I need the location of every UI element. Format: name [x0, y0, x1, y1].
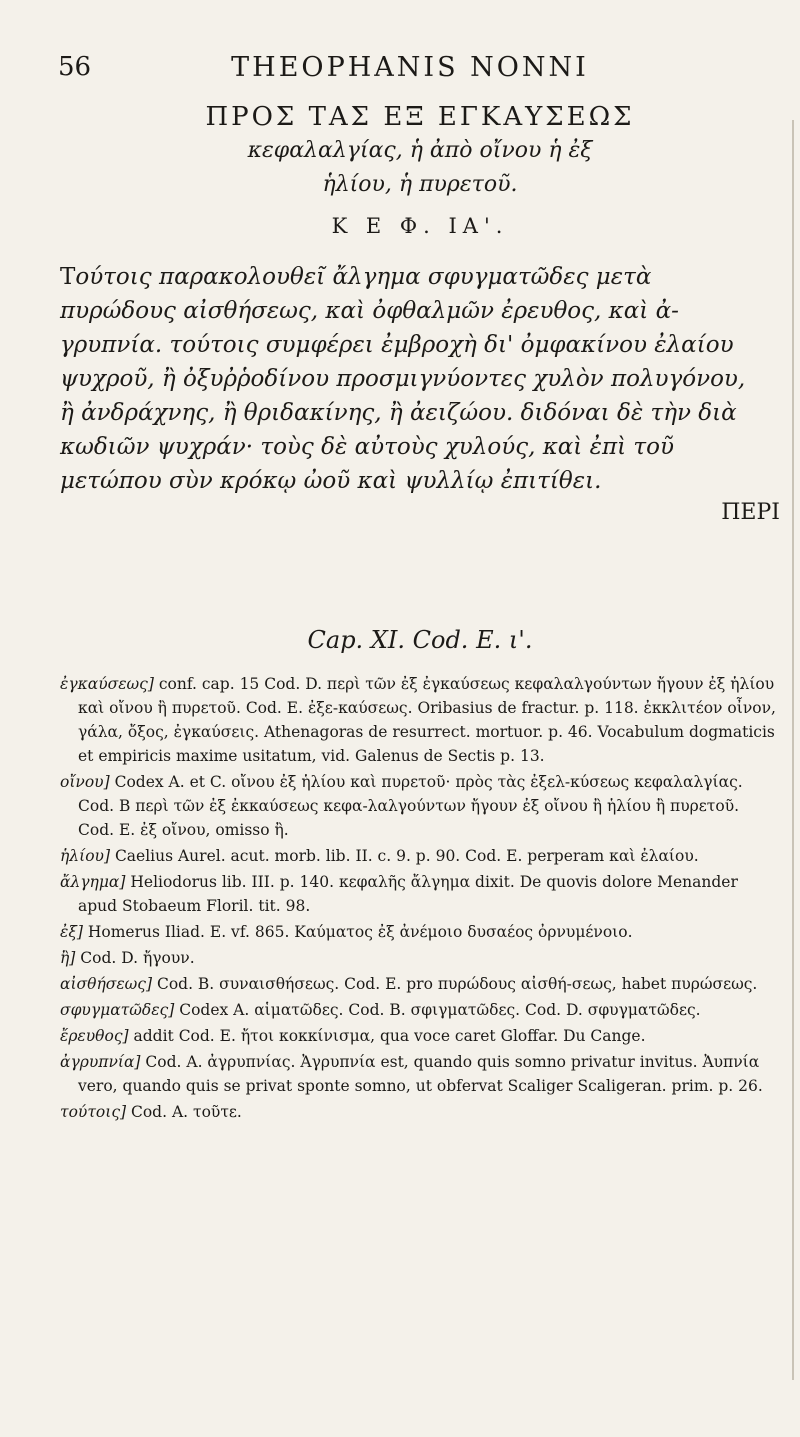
main-line: κωδιῶν ψυχράν· τοὺς δὲ αὐτοὺς χυλούς, καὶ ἐπὶ τοῦ	[60, 434, 674, 460]
note-text: Heliodorus lib. III. p. 140. κεφαλῆς ἄλγημα dixit. De quovis dolore Menander apud Stobaeum Floril. tit. 98.	[78, 873, 738, 915]
note-lemma: ἡλίου]	[60, 847, 110, 865]
main-line: γρυπνία. τούτοις συμφέρει ἐμβροχὴ δι' ὀμφακίνου ἐλαίου	[60, 332, 734, 358]
footnote	[60, 870, 780, 918]
heading-title: ΠΡΟΣ ΤΑΣ ΕΞ ΕΓΚΑΥΣΕΩΣ	[205, 102, 635, 132]
note-lemma: ἐγκαύσεως]	[60, 675, 154, 693]
heading-line-3: ἡλίου, ἡ πυρετοῦ.	[322, 172, 518, 197]
footnote	[60, 946, 780, 970]
main-line: μετώπου σὺν κρόκῳ ὠοῦ καὶ ψυλλίῳ ἐπιτίθει.	[60, 468, 602, 494]
note-text: Caelius Aurel. acut. morb. lib. II. c. 9. p. 90. Cod. E. perperam καὶ ἐλαίου.	[114, 847, 699, 865]
footnote	[60, 920, 780, 944]
footnote	[60, 1024, 780, 1048]
note-lemma: σφυγματῶδες]	[60, 1001, 175, 1019]
footnote	[60, 672, 780, 768]
footnote	[60, 1050, 780, 1098]
page-edge	[792, 120, 794, 1380]
running-header	[30, 52, 790, 92]
note-text: Codex A. αἱματῶδες. Cod. B. σφιγματῶδες. Cod. D. σφυγματῶδες.	[179, 1001, 701, 1019]
note-lemma: ἄλγημα]	[60, 873, 126, 891]
main-text	[60, 260, 780, 528]
note-text: addit Cod. E. ἤτοι κοκκίνισμα, qua voce caret Gloffar. Du Cange.	[133, 1027, 646, 1045]
note-lemma: οἴνου]	[60, 773, 110, 791]
note-lemma: ἔρευθος]	[60, 1027, 129, 1045]
note-lemma: τούτοις]	[60, 1103, 127, 1121]
note-text: Cod. B. συναισθήσεως. Cod. E. pro πυρώδους αἰσθή-σεως, habet πυρώσεως.	[156, 975, 758, 993]
note-lemma: αἰσθήσεως]	[60, 975, 153, 993]
note-lemma: ἢ]	[60, 949, 76, 967]
main-line: ἢ ἀνδράχνης, ἢ θριδακίνης, ἢ ἀειζώου. διδόναι δὲ τὴν διὰ	[60, 400, 737, 426]
footnote	[60, 998, 780, 1022]
note-text: Cod. A. ἀγρυπνίας. Ἀγρυπνία est, quando quis somno privatur invitus. Ἀυπνία vero, quando quis se privat sponte somno, ut obfervat Scaliger Scaligeran. prim. p. 26.	[78, 1053, 763, 1095]
main-line: Τούτοις παρακολουθεῖ ἄλγημα σφυγματῶδες μετὰ	[60, 264, 652, 290]
catchword: ΠΕΡΙ	[721, 500, 780, 525]
chapter-number: Κ Ε Φ. ΙΑ'.	[331, 214, 509, 238]
note-text: Codex A. et C. οἴνου ἐξ ἡλίου καὶ πυρετοῦ· πρὸς τὰς ἐξελ-κύσεως κεφαλαλγίας. Cod. B περὶ τῶν ἐξ ἐκκαύσεως κεφα-λαλγούντων ἤγουν ἐξ οἴνου ἢ ἡλίου ἢ πυρετοῦ. Cod. E. ἐξ οἴνου, omisso ἢ.	[78, 773, 743, 839]
running-title: THEOPHANIS NONNI	[231, 52, 589, 83]
chapter-heading	[60, 100, 780, 246]
footnote	[60, 1100, 780, 1124]
heading-line-2: κεφαλαλγίας, ἡ ἀπὸ οἴνου ἡ ἐξ	[247, 138, 593, 163]
notes-heading: Cap. XI. Cod. E. ι'.	[307, 626, 533, 654]
note-text: conf. cap. 15 Cod. D. περὶ τῶν ἐξ ἐγκαύσεως κεφαλαλγούντων ἤγουν ἐξ ἡλίου καὶ οἴνου ἢ πυρετοῦ. Cod. E. ἐξε-καύσεως. Oribasius de fractur. p. 118. ἐκκλιτέον οἶνον, γάλα, ὄξος, ἐγκαύσεις. Athenagoras de resurrect. mortuor. p. 46. Vocabulum dogmaticis et empiricis maxime usitatum, vid. Galenus de Sectis p. 13.	[78, 675, 776, 765]
footnote	[60, 844, 780, 868]
note-lemma: ἐξ]	[60, 923, 83, 941]
note-text: Cod. D. ἤγουν.	[80, 949, 195, 967]
footnote	[60, 770, 780, 842]
main-line: ψυχροῦ, ἢ ὀξυῤῥοδίνου προσμιγνύοντες χυλὸν πολυγόνου,	[60, 366, 746, 392]
footnote	[60, 972, 780, 996]
note-text: Homerus Iliad. E. vf. 865. Καύματος ἐξ ἀνέμοιο δυσαέος ὀρνυμένοιο.	[87, 923, 633, 941]
main-line: πυρώδους αἰσθήσεως, καὶ ὀφθαλμῶν ἐρευθος, καὶ ἀ-	[60, 298, 679, 324]
note-text: Cod. A. τοῦτε.	[130, 1103, 242, 1121]
page-number: 56	[58, 52, 92, 82]
footnotes	[60, 672, 780, 1126]
note-lemma: ἀγρυπνία]	[60, 1053, 141, 1071]
